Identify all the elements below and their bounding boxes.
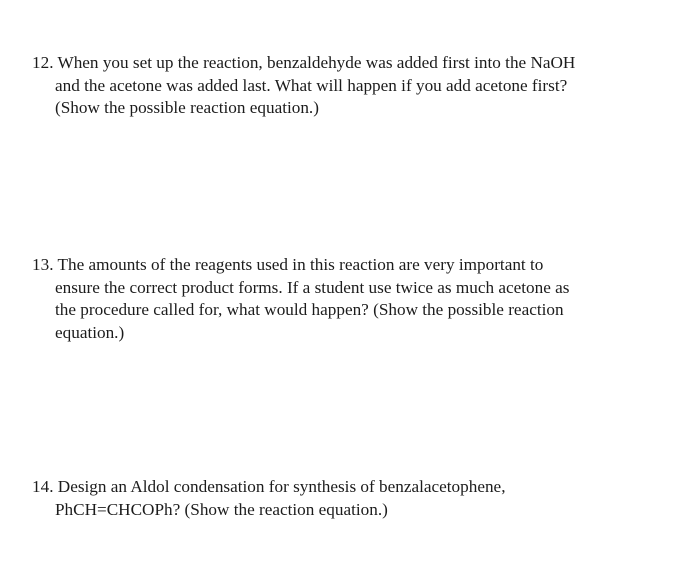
question-13-line-2: ensure the correct product forms. If a student use twice as much acetone as: [55, 277, 570, 297]
question-12-line-3: (Show the possible reaction equation.): [55, 98, 319, 117]
question-13: [32, 254, 672, 344]
question-14-number: 14.: [32, 477, 54, 496]
question-12-line-1: 12. When you set up the reaction, benzaldehyde was added first into the NaOH: [32, 53, 576, 72]
question-12-line-2: and the acetone was added last. What will happen if you add acetone first?: [55, 75, 568, 95]
question-13-line-3: the procedure called for, what would happen? (Show the possible reaction: [55, 300, 564, 319]
question-12: [32, 52, 672, 120]
question-12-number: 12.: [32, 53, 54, 72]
question-14: [32, 476, 672, 521]
question-14-line-2: PhCH=CHCOPh? (Show the reaction equation.): [55, 499, 388, 519]
question-14-line-1: 14. Design an Aldol condensation for synthesis of benzalacetophene,: [32, 477, 506, 496]
question-13-line-1: 13. The amounts of the reagents used in this reaction are very important to: [32, 255, 544, 274]
question-13-line-4: equation.): [55, 322, 125, 342]
question-13-number: 13.: [32, 255, 54, 274]
